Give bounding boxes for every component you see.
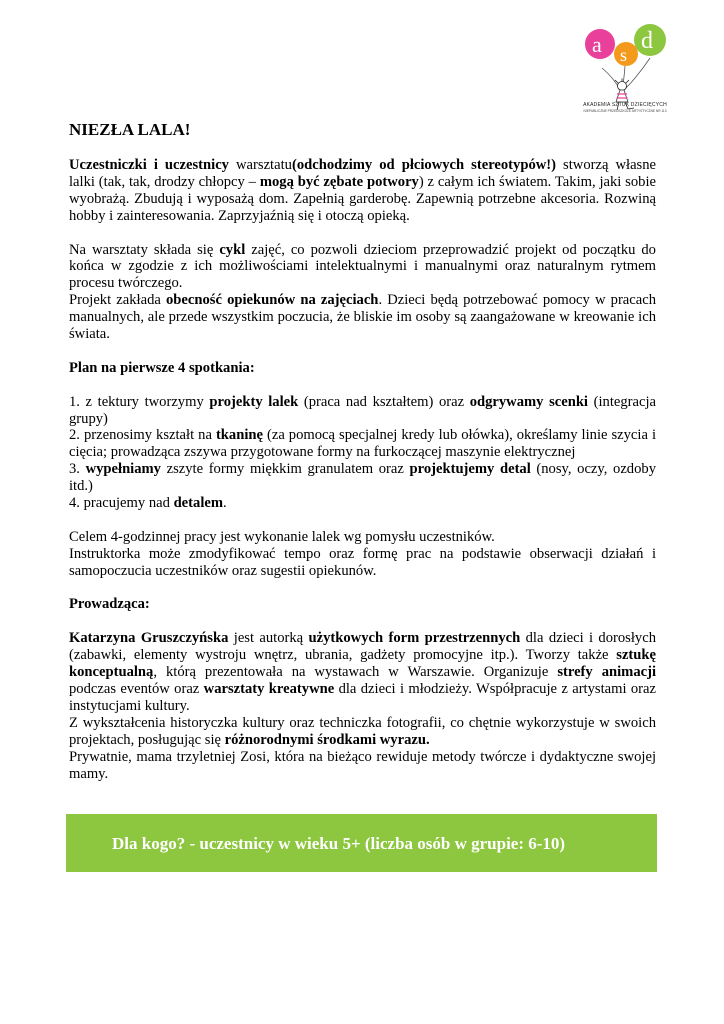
bio-paragraph-2: Z wykształcenia historyczka kultury oraz techniczka fotografii, co chętnie wykorzystuje w swoich projektach, posługując się różnorodnymi środkami wyrazu. <box>69 714 656 748</box>
audience-banner <box>66 814 657 872</box>
intro-paragraph: Uczestniczki i uczestnicy warsztatu(odchodzimy od płciowych stereotypów!) stworzą własne lalki (tak, tak, drodzy chłopcy – mogą być zębate potwory) z całym ich światem. Takim, jaki sobie wyobrażą. Zbudują i wyposażą dom. Zapełnią garderobę. Zapewnią potrzebne akcesoria. Rozwiną hobby i zainteresowania. Zaprzyjaźnią się i otoczą opieką. <box>69 157 656 224</box>
plan-item-1: 1. z tektury tworzymy projekty lalek (praca nad kształtem) oraz odgrywamy scenki (integracja grupy) <box>69 393 656 427</box>
plan-heading: Plan na pierwsze 4 spotkania: <box>69 359 255 376</box>
cycle-paragraph: Na warsztaty składa się cykl zajęć, co pozwoli dzieciom przeprowadzić projekt od początku do końca w zgodzie z ich możliwościami intelektualnymi i manualnymi oraz naturalnym rytmem procesu twórczego. <box>69 241 656 292</box>
svg-text:a: a <box>592 32 602 57</box>
instructor-paragraph: Instruktorka może zmodyfikować tempo oraz formę prac na podstawie obserwacji działań i samopoczucia uczestników oraz sugestii opiekunów. <box>69 545 656 579</box>
bio-paragraph-3: Prywatnie, mama trzyletniej Zosi, która na bieżąco rewiduje metody twórcze i dydaktyczne swojej mamy. <box>69 748 656 782</box>
plan-item-3: 3. wypełniamy zszyte formy miękkim granulatem oraz projektujemy detal (nosy, oczy, ozdoby itd.) <box>69 461 656 495</box>
lead-heading: Prowadząca: <box>69 596 150 613</box>
guardians-paragraph: Projekt zakłada obecność opiekunów na zajęciach. Dzieci będą potrzebować pomocy w pracach manualnych, ale przede wszystkim poczucia, że bliskie im osoby są zaangażowane w kreowanie ich świata. <box>69 292 657 343</box>
bio-paragraph-1: Katarzyna Gruszczyńska jest autorką użytkowych form przestrzennych dla dzieci i dorosłych (zabawki, elementy wystroju wnętrz, ubrania, gadżety promocyjne itp.). Tworzy także sztukę konceptualną, którą prezentowała na wystawach w Warszawie. Organizuje strefy animacji podczas eventów oraz warsztaty kreatywne dla dzieci i młodzieży. Współpracuje z artystami oraz instytucjami kultury. <box>69 630 657 714</box>
svg-text:s: s <box>620 45 628 65</box>
logo-caption: AKADEMIA SZTUK DZIECIĘCYCH <box>583 102 667 108</box>
logo-subcaption: NIEPUBLICZNE PRZEDSZKOLE ARTYSTYCZNE NR 113 <box>583 109 667 113</box>
goal-paragraph: Celem 4-godzinnej pracy jest wykonanie lalek wg pomysłu uczestników. <box>69 528 495 545</box>
svg-text:d: d <box>641 28 653 54</box>
plan-item-2: 2. przenosimy kształt na tkaninę (za pomocą specjalnej kredy lub ołówka), określamy linie szycia i cięcia; prowadząca zszywa przygotowane formy na furkoczącej maszynie elektrycznej <box>69 427 657 461</box>
document-body <box>69 157 656 782</box>
audience-text: Dla kogo? - uczestnicy w wieku 5+ (liczba osób w grupie: 6-10) <box>112 834 566 853</box>
page-title: NIEZŁA LALA! <box>69 120 191 139</box>
plan-item-4: 4. pracujemy nad detalem. <box>69 495 227 512</box>
